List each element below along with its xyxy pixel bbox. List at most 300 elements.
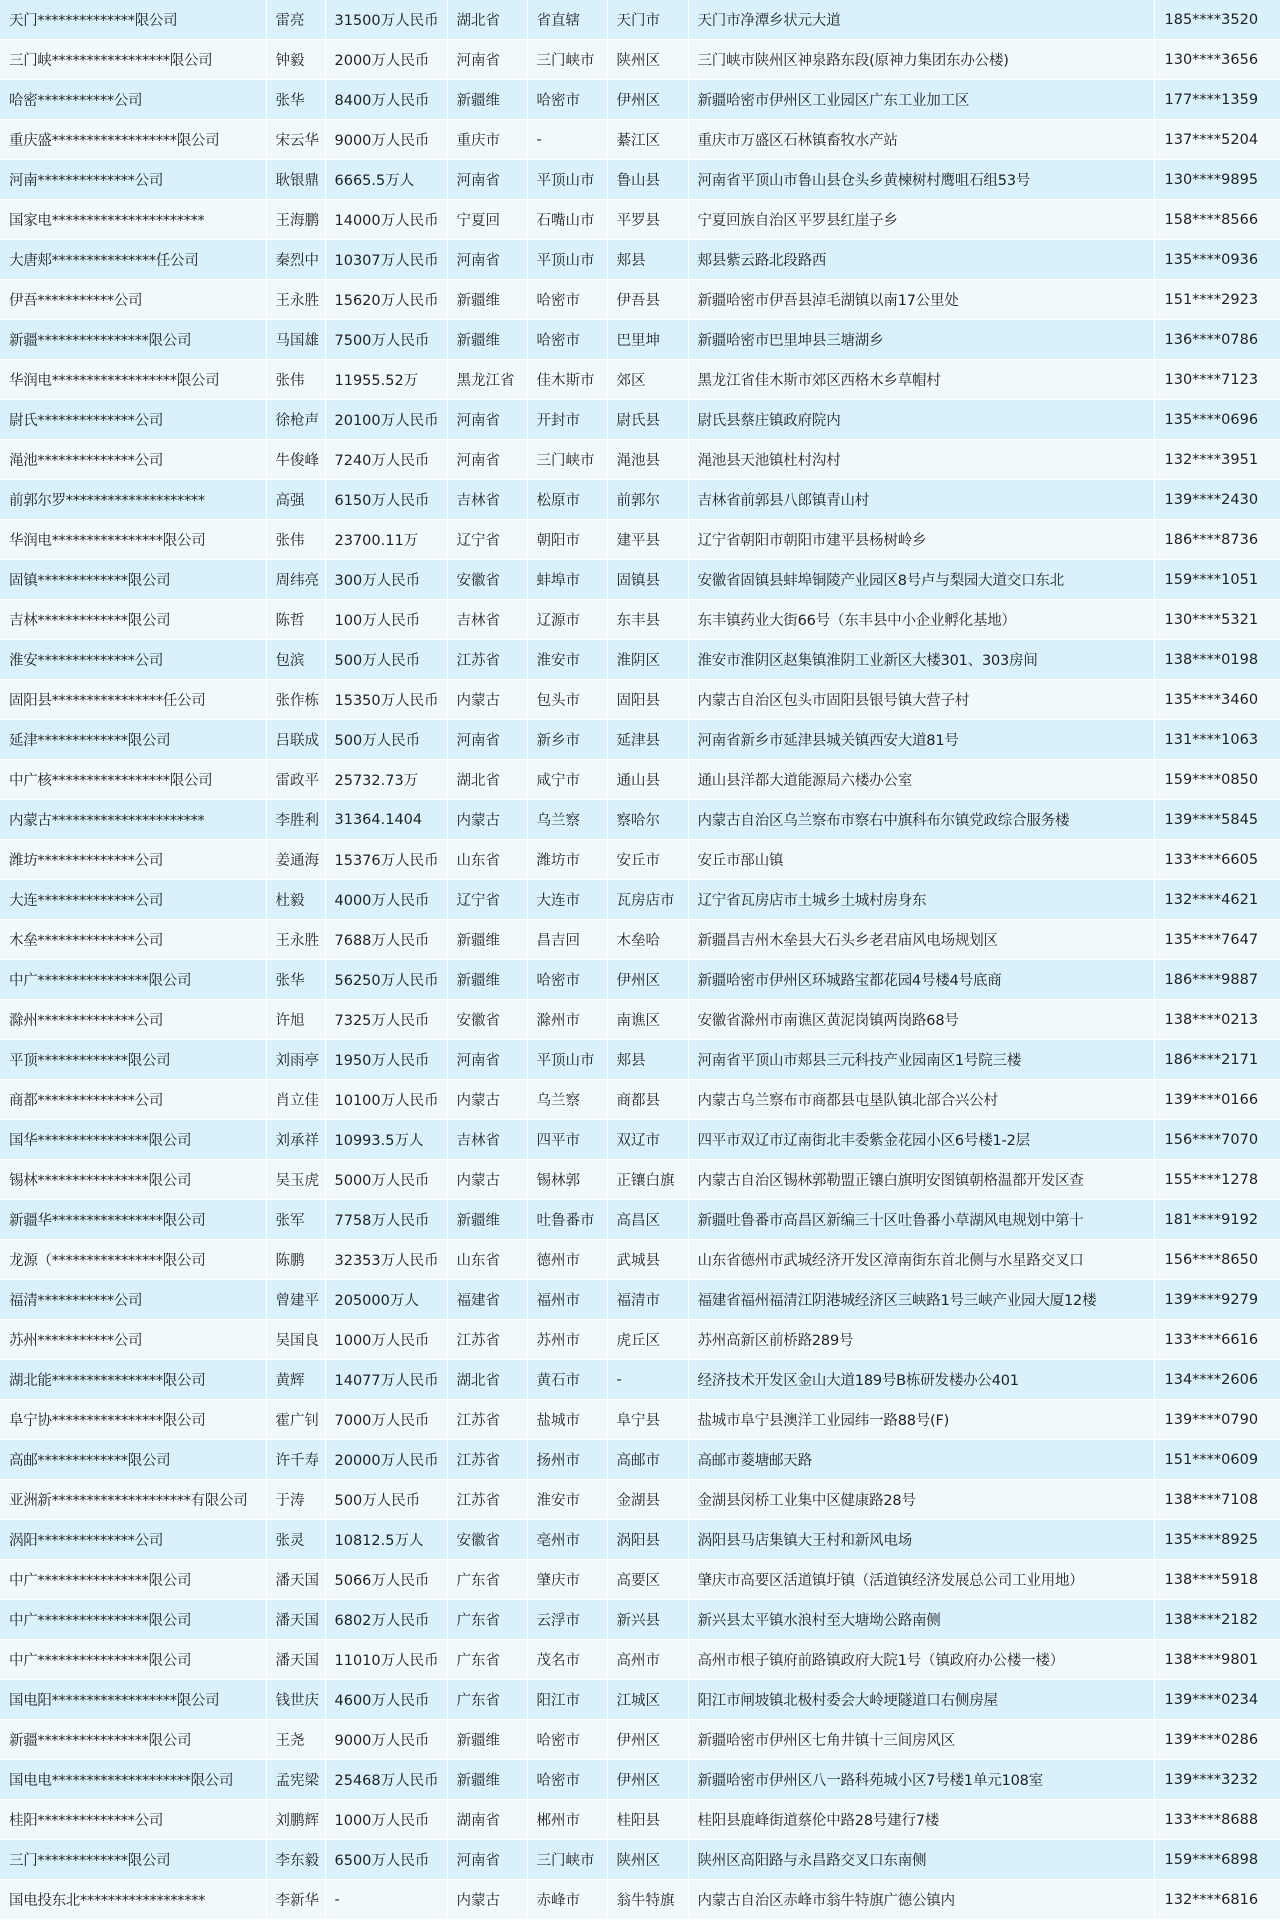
province-cell: 河南省 <box>447 440 527 480</box>
address-cell: 新疆哈密市伊州区工业园区广东工业加工区 <box>688 80 1154 120</box>
table-row <box>0 560 1280 600</box>
address-cell: 福建省福州福清江阴港城经济区三峡路1号三峡产业园大厦12楼 <box>688 1280 1154 1320</box>
city-cell: 三门峡市 <box>527 440 607 480</box>
legal-rep-cell: 牛俊峰 <box>266 440 325 480</box>
company-name-cell: 国电阳******************限公司 <box>0 1680 266 1720</box>
legal-rep-cell: 宋云华 <box>266 120 325 160</box>
address-cell: 黑龙江省佳木斯市郊区西格木乡草帽村 <box>688 360 1154 400</box>
phone-cell: 139****0286 <box>1154 1720 1280 1760</box>
district-cell: 福清市 <box>607 1280 688 1320</box>
city-cell: 黄石市 <box>527 1360 607 1400</box>
province-cell: 吉林省 <box>447 480 527 520</box>
capital-cell: 11955.52万 <box>325 360 447 400</box>
phone-cell: 139****0790 <box>1154 1400 1280 1440</box>
legal-rep-cell: 秦烈中 <box>266 240 325 280</box>
company-name-cell: 龙源（****************限公司 <box>0 1240 266 1280</box>
capital-cell: 6665.5万人 <box>325 160 447 200</box>
phone-cell: 132****6816 <box>1154 1880 1280 1920</box>
city-cell: 开封市 <box>527 400 607 440</box>
company-name-cell: 高邮*************限公司 <box>0 1440 266 1480</box>
district-cell: 固阳县 <box>607 680 688 720</box>
company-name-cell: 重庆盛******************限公司 <box>0 120 266 160</box>
company-name-cell: 苏州***********公司 <box>0 1320 266 1360</box>
table-row <box>0 1600 1280 1640</box>
phone-cell: 135****3460 <box>1154 680 1280 720</box>
table-row <box>0 1240 1280 1280</box>
district-cell: 郏县 <box>607 1040 688 1080</box>
table-row <box>0 280 1280 320</box>
city-cell: 哈密市 <box>527 1720 607 1760</box>
company-name-cell: 固阳县****************任公司 <box>0 680 266 720</box>
city-cell: 咸宁市 <box>527 760 607 800</box>
legal-rep-cell: 李东毅 <box>266 1840 325 1880</box>
province-cell: 新疆维 <box>447 920 527 960</box>
province-cell: 河南省 <box>447 1840 527 1880</box>
district-cell: 巴里坤 <box>607 320 688 360</box>
company-name-cell: 中广****************限公司 <box>0 1600 266 1640</box>
province-cell: 辽宁省 <box>447 880 527 920</box>
city-cell: 松原市 <box>527 480 607 520</box>
district-cell: 江城区 <box>607 1680 688 1720</box>
phone-cell: 137****5204 <box>1154 120 1280 160</box>
address-cell: 四平市双辽市辽南街北丰委紫金花园小区6号楼1-2层 <box>688 1120 1154 1160</box>
address-cell: 新兴县太平镇水浪村至大塘坳公路南侧 <box>688 1600 1154 1640</box>
district-cell: 郊区 <box>607 360 688 400</box>
legal-rep-cell: 霍广钊 <box>266 1400 325 1440</box>
table-row <box>0 360 1280 400</box>
table-row <box>0 1800 1280 1840</box>
capital-cell: 20100万人民币 <box>325 400 447 440</box>
phone-cell: 135****0936 <box>1154 240 1280 280</box>
district-cell: 前郭尔 <box>607 480 688 520</box>
province-cell: 湖北省 <box>447 0 527 40</box>
province-cell: 内蒙古 <box>447 800 527 840</box>
address-cell: 涡阳县马店集镇大王村和新风电场 <box>688 1520 1154 1560</box>
table-row <box>0 1680 1280 1720</box>
table-row <box>0 120 1280 160</box>
company-name-cell: 新疆****************限公司 <box>0 320 266 360</box>
legal-rep-cell: 姜通海 <box>266 840 325 880</box>
legal-rep-cell: 张灵 <box>266 1520 325 1560</box>
address-cell: 陕州区高阳路与永昌路交叉口东南侧 <box>688 1840 1154 1880</box>
district-cell: 陕州区 <box>607 1840 688 1880</box>
city-cell: 三门峡市 <box>527 1840 607 1880</box>
address-cell: 东丰镇药业大街66号（东丰县中小企业孵化基地） <box>688 600 1154 640</box>
district-cell: 郏县 <box>607 240 688 280</box>
address-cell: 天门市净潭乡状元大道 <box>688 0 1154 40</box>
address-cell: 高州市根子镇府前路镇政府大院1号（镇政府办公楼一楼） <box>688 1640 1154 1680</box>
table-row <box>0 40 1280 80</box>
province-cell: 江苏省 <box>447 640 527 680</box>
city-cell: 郴州市 <box>527 1800 607 1840</box>
city-cell: 四平市 <box>527 1120 607 1160</box>
company-name-cell: 尉氏**************公司 <box>0 400 266 440</box>
phone-cell: 130****7123 <box>1154 360 1280 400</box>
company-name-cell: 商都**************公司 <box>0 1080 266 1120</box>
table-row <box>0 600 1280 640</box>
legal-rep-cell: 刘承祥 <box>266 1120 325 1160</box>
table-row <box>0 800 1280 840</box>
city-cell: 哈密市 <box>527 960 607 1000</box>
city-cell: - <box>527 120 607 160</box>
capital-cell: 15620万人民币 <box>325 280 447 320</box>
province-cell: 新疆维 <box>447 80 527 120</box>
legal-rep-cell: 张作栋 <box>266 680 325 720</box>
company-name-cell: 潍坊**************公司 <box>0 840 266 880</box>
company-name-cell: 湖北能****************限公司 <box>0 1360 266 1400</box>
company-name-cell: 前郭尔罗******************** <box>0 480 266 520</box>
legal-rep-cell: 杜毅 <box>266 880 325 920</box>
province-cell: 广东省 <box>447 1600 527 1640</box>
company-name-cell: 哈密***********公司 <box>0 80 266 120</box>
phone-cell: 186****2171 <box>1154 1040 1280 1080</box>
city-cell: 朝阳市 <box>527 520 607 560</box>
legal-rep-cell: 吕联成 <box>266 720 325 760</box>
table-row <box>0 440 1280 480</box>
province-cell: 重庆市 <box>447 120 527 160</box>
city-cell: 昌吉回 <box>527 920 607 960</box>
phone-cell: 186****9887 <box>1154 960 1280 1000</box>
address-cell: 宁夏回族自治区平罗县红崖子乡 <box>688 200 1154 240</box>
table-row <box>0 760 1280 800</box>
company-name-cell: 阜宁协****************限公司 <box>0 1400 266 1440</box>
legal-rep-cell: 许旭 <box>266 1000 325 1040</box>
capital-cell: 500万人民币 <box>325 640 447 680</box>
address-cell: 新疆哈密市伊州区环城路宝都花园4号楼4号底商 <box>688 960 1154 1000</box>
city-cell: 苏州市 <box>527 1320 607 1360</box>
province-cell: 河南省 <box>447 240 527 280</box>
address-cell: 新疆昌吉州木垒县大石头乡老君庙风电场规划区 <box>688 920 1154 960</box>
phone-cell: 139****0234 <box>1154 1680 1280 1720</box>
company-name-cell: 内蒙古********************** <box>0 800 266 840</box>
address-cell: 辽宁省瓦房店市土城乡土城村房身东 <box>688 880 1154 920</box>
address-cell: 渑池县天池镇杜村沟村 <box>688 440 1154 480</box>
phone-cell: 159****6898 <box>1154 1840 1280 1880</box>
province-cell: 江苏省 <box>447 1480 527 1520</box>
address-cell: 阳江市闸坡镇北极村委会大岭埂隧道口右侧房屋 <box>688 1680 1154 1720</box>
company-name-cell: 国电电********************限公司 <box>0 1760 266 1800</box>
capital-cell: 14077万人民币 <box>325 1360 447 1400</box>
phone-cell: 135****0696 <box>1154 400 1280 440</box>
legal-rep-cell: 潘天国 <box>266 1600 325 1640</box>
district-cell: 伊吾县 <box>607 280 688 320</box>
city-cell: 包头市 <box>527 680 607 720</box>
phone-cell: 131****1063 <box>1154 720 1280 760</box>
address-cell: 河南省平顶山市郏县三元科技产业园南区1号院三楼 <box>688 1040 1154 1080</box>
capital-cell: - <box>325 1880 447 1920</box>
company-name-cell: 中广****************限公司 <box>0 1560 266 1600</box>
district-cell: 高州市 <box>607 1640 688 1680</box>
company-name-cell: 木垒**************公司 <box>0 920 266 960</box>
province-cell: 山东省 <box>447 840 527 880</box>
city-cell: 哈密市 <box>527 320 607 360</box>
phone-cell: 135****7647 <box>1154 920 1280 960</box>
capital-cell: 31364.1404 <box>325 800 447 840</box>
company-name-cell: 亚洲新********************有限公司 <box>0 1480 266 1520</box>
legal-rep-cell: 李胜利 <box>266 800 325 840</box>
address-cell: 金湖县闵桥工业集中区健康路28号 <box>688 1480 1154 1520</box>
capital-cell: 25732.73万 <box>325 760 447 800</box>
city-cell: 新乡市 <box>527 720 607 760</box>
city-cell: 肇庆市 <box>527 1560 607 1600</box>
table-row <box>0 1440 1280 1480</box>
city-cell: 平顶山市 <box>527 160 607 200</box>
table-row <box>0 1560 1280 1600</box>
capital-cell: 20000万人民币 <box>325 1440 447 1480</box>
city-cell: 省直辖 <box>527 0 607 40</box>
table-row <box>0 1480 1280 1520</box>
legal-rep-cell: 潘天国 <box>266 1560 325 1600</box>
capital-cell: 10993.5万人 <box>325 1120 447 1160</box>
province-cell: 河南省 <box>447 720 527 760</box>
phone-cell: 130****9895 <box>1154 160 1280 200</box>
city-cell: 哈密市 <box>527 80 607 120</box>
province-cell: 河南省 <box>447 400 527 440</box>
city-cell: 盐城市 <box>527 1400 607 1440</box>
legal-rep-cell: 包滨 <box>266 640 325 680</box>
city-cell: 福州市 <box>527 1280 607 1320</box>
district-cell: 伊州区 <box>607 960 688 1000</box>
province-cell: 广东省 <box>447 1560 527 1600</box>
province-cell: 新疆维 <box>447 1720 527 1760</box>
table-row <box>0 1200 1280 1240</box>
district-cell: 通山县 <box>607 760 688 800</box>
phone-cell: 138****2182 <box>1154 1600 1280 1640</box>
legal-rep-cell: 雷政平 <box>266 760 325 800</box>
phone-cell: 133****8688 <box>1154 1800 1280 1840</box>
capital-cell: 8400万人民币 <box>325 80 447 120</box>
city-cell: 辽源市 <box>527 600 607 640</box>
legal-rep-cell: 高强 <box>266 480 325 520</box>
province-cell: 河南省 <box>447 40 527 80</box>
phone-cell: 135****8925 <box>1154 1520 1280 1560</box>
province-cell: 新疆维 <box>447 960 527 1000</box>
table-row <box>0 880 1280 920</box>
district-cell: - <box>607 1360 688 1400</box>
phone-cell: 130****3656 <box>1154 40 1280 80</box>
capital-cell: 7000万人民币 <box>325 1400 447 1440</box>
company-name-cell: 中广****************限公司 <box>0 1640 266 1680</box>
district-cell: 翁牛特旗 <box>607 1880 688 1920</box>
company-name-cell: 大连**************公司 <box>0 880 266 920</box>
table-row <box>0 160 1280 200</box>
address-cell: 淮安市淮阴区赵集镇淮阴工业新区大楼301、303房间 <box>688 640 1154 680</box>
legal-rep-cell: 肖立佳 <box>266 1080 325 1120</box>
legal-rep-cell: 孟宪梁 <box>266 1760 325 1800</box>
district-cell: 延津县 <box>607 720 688 760</box>
company-name-cell: 国电投东北****************** <box>0 1880 266 1920</box>
capital-cell: 500万人民币 <box>325 1480 447 1520</box>
address-cell: 安丘市郚山镇 <box>688 840 1154 880</box>
capital-cell: 10100万人民币 <box>325 1080 447 1120</box>
city-cell: 阳江市 <box>527 1680 607 1720</box>
phone-cell: 133****6605 <box>1154 840 1280 880</box>
table-row <box>0 520 1280 560</box>
capital-cell: 31500万人民币 <box>325 0 447 40</box>
legal-rep-cell: 周纬亮 <box>266 560 325 600</box>
district-cell: 尉氏县 <box>607 400 688 440</box>
company-name-cell: 涡阳**************公司 <box>0 1520 266 1560</box>
district-cell: 双辽市 <box>607 1120 688 1160</box>
district-cell: 高邮市 <box>607 1440 688 1480</box>
table-row <box>0 480 1280 520</box>
city-cell: 平顶山市 <box>527 1040 607 1080</box>
district-cell: 伊州区 <box>607 1720 688 1760</box>
legal-rep-cell: 钱世庆 <box>266 1680 325 1720</box>
city-cell: 哈密市 <box>527 1760 607 1800</box>
address-cell: 辽宁省朝阳市朝阳市建平县杨树岭乡 <box>688 520 1154 560</box>
company-name-cell: 渑池**************公司 <box>0 440 266 480</box>
phone-cell: 138****9801 <box>1154 1640 1280 1680</box>
phone-cell: 134****2606 <box>1154 1360 1280 1400</box>
phone-cell: 177****1359 <box>1154 80 1280 120</box>
province-cell: 宁夏回 <box>447 200 527 240</box>
province-cell: 广东省 <box>447 1640 527 1680</box>
company-name-cell: 大唐郏***************任公司 <box>0 240 266 280</box>
city-cell: 云浮市 <box>527 1600 607 1640</box>
city-cell: 德州市 <box>527 1240 607 1280</box>
address-cell: 重庆市万盛区石林镇畜牧水产站 <box>688 120 1154 160</box>
phone-cell: 138****0198 <box>1154 640 1280 680</box>
legal-rep-cell: 张华 <box>266 960 325 1000</box>
address-cell: 郏县紫云路北段路西 <box>688 240 1154 280</box>
table-row <box>0 1000 1280 1040</box>
capital-cell: 7688万人民币 <box>325 920 447 960</box>
address-cell: 新疆哈密市伊吾县淖毛湖镇以南17公里处 <box>688 280 1154 320</box>
capital-cell: 7758万人民币 <box>325 1200 447 1240</box>
capital-cell: 5066万人民币 <box>325 1560 447 1600</box>
province-cell: 吉林省 <box>447 1120 527 1160</box>
table-row <box>0 1360 1280 1400</box>
province-cell: 安徽省 <box>447 560 527 600</box>
province-cell: 江苏省 <box>447 1320 527 1360</box>
legal-rep-cell: 陈鹏 <box>266 1240 325 1280</box>
legal-rep-cell: 张华 <box>266 80 325 120</box>
district-cell: 高昌区 <box>607 1200 688 1240</box>
phone-cell: 181****9192 <box>1154 1200 1280 1240</box>
table-row <box>0 240 1280 280</box>
address-cell: 新疆哈密市伊州区八一路科苑城小区7号楼1单元108室 <box>688 1760 1154 1800</box>
company-name-cell: 河南**************公司 <box>0 160 266 200</box>
district-cell: 固镇县 <box>607 560 688 600</box>
district-cell: 新兴县 <box>607 1600 688 1640</box>
province-cell: 内蒙古 <box>447 680 527 720</box>
company-name-cell: 天门**************限公司 <box>0 0 266 40</box>
province-cell: 湖南省 <box>447 1800 527 1840</box>
address-cell: 河南省平顶山市鲁山县仓头乡黄楝树村鹰咀石组53号 <box>688 160 1154 200</box>
city-cell: 赤峰市 <box>527 1880 607 1920</box>
phone-cell: 139****5845 <box>1154 800 1280 840</box>
table-row <box>0 1720 1280 1760</box>
capital-cell: 9000万人民币 <box>325 1720 447 1760</box>
capital-cell: 4600万人民币 <box>325 1680 447 1720</box>
capital-cell: 205000万人 <box>325 1280 447 1320</box>
province-cell: 新疆维 <box>447 280 527 320</box>
district-cell: 陕州区 <box>607 40 688 80</box>
legal-rep-cell: 钟毅 <box>266 40 325 80</box>
province-cell: 安徽省 <box>447 1000 527 1040</box>
district-cell: 平罗县 <box>607 200 688 240</box>
phone-cell: 132****3951 <box>1154 440 1280 480</box>
table-row <box>0 320 1280 360</box>
address-cell: 内蒙古自治区包头市固阳县银号镇大营子村 <box>688 680 1154 720</box>
company-name-cell: 锡林****************限公司 <box>0 1160 266 1200</box>
phone-cell: 136****0786 <box>1154 320 1280 360</box>
phone-cell: 158****8566 <box>1154 200 1280 240</box>
province-cell: 福建省 <box>447 1280 527 1320</box>
company-name-cell: 平顶*************限公司 <box>0 1040 266 1080</box>
phone-cell: 138****5918 <box>1154 1560 1280 1600</box>
company-name-cell: 华润电******************限公司 <box>0 360 266 400</box>
table-row <box>0 1840 1280 1880</box>
address-cell: 内蒙古乌兰察布市商都县屯垦队镇北部合兴公村 <box>688 1080 1154 1120</box>
city-cell: 扬州市 <box>527 1440 607 1480</box>
city-cell: 淮安市 <box>527 1480 607 1520</box>
district-cell: 鲁山县 <box>607 160 688 200</box>
table-row <box>0 1040 1280 1080</box>
province-cell: 湖北省 <box>447 760 527 800</box>
table-row <box>0 1760 1280 1800</box>
address-cell: 尉氏县蔡庄镇政府院内 <box>688 400 1154 440</box>
legal-rep-cell: 曾建平 <box>266 1280 325 1320</box>
company-name-cell: 三门峡*****************限公司 <box>0 40 266 80</box>
city-cell: 淮安市 <box>527 640 607 680</box>
province-cell: 新疆维 <box>447 1760 527 1800</box>
province-cell: 吉林省 <box>447 600 527 640</box>
phone-cell: 130****5321 <box>1154 600 1280 640</box>
address-cell: 内蒙古自治区乌兰察布市察右中旗科布尔镇党政综合服务楼 <box>688 800 1154 840</box>
phone-cell: 155****1278 <box>1154 1160 1280 1200</box>
table-row <box>0 1160 1280 1200</box>
district-cell: 桂阳县 <box>607 1800 688 1840</box>
phone-cell: 156****8650 <box>1154 1240 1280 1280</box>
company-name-cell: 国华****************限公司 <box>0 1120 266 1160</box>
legal-rep-cell: 李新华 <box>266 1880 325 1920</box>
capital-cell: 500万人民币 <box>325 720 447 760</box>
city-cell: 平顶山市 <box>527 240 607 280</box>
company-name-cell: 滁州**************公司 <box>0 1000 266 1040</box>
legal-rep-cell: 潘天国 <box>266 1640 325 1680</box>
phone-cell: 159****0850 <box>1154 760 1280 800</box>
phone-cell: 139****0166 <box>1154 1080 1280 1120</box>
table-row <box>0 840 1280 880</box>
address-cell: 桂阳县鹿峰街道蔡伦中路28号建行7楼 <box>688 1800 1154 1840</box>
city-cell: 蚌埠市 <box>527 560 607 600</box>
table-row <box>0 680 1280 720</box>
table-row <box>0 1320 1280 1360</box>
city-cell: 乌兰察 <box>527 800 607 840</box>
capital-cell: 100万人民币 <box>325 600 447 640</box>
legal-rep-cell: 许千寿 <box>266 1440 325 1480</box>
table-row <box>0 960 1280 1000</box>
table-row <box>0 1400 1280 1440</box>
phone-cell: 185****3520 <box>1154 0 1280 40</box>
province-cell: 广东省 <box>447 1680 527 1720</box>
capital-cell: 6150万人民币 <box>325 480 447 520</box>
legal-rep-cell: 张军 <box>266 1200 325 1240</box>
province-cell: 黑龙江省 <box>447 360 527 400</box>
address-cell: 安徽省滁州市南谯区黄泥岗镇两岗路68号 <box>688 1000 1154 1040</box>
province-cell: 河南省 <box>447 160 527 200</box>
address-cell: 肇庆市高要区活道镇圩镇（活道镇经济发展总公司工业用地） <box>688 1560 1154 1600</box>
province-cell: 辽宁省 <box>447 520 527 560</box>
city-cell: 佳木斯市 <box>527 360 607 400</box>
district-cell: 安丘市 <box>607 840 688 880</box>
table-row <box>0 1120 1280 1160</box>
legal-rep-cell: 刘鹏辉 <box>266 1800 325 1840</box>
province-cell: 内蒙古 <box>447 1080 527 1120</box>
table-row <box>0 200 1280 240</box>
